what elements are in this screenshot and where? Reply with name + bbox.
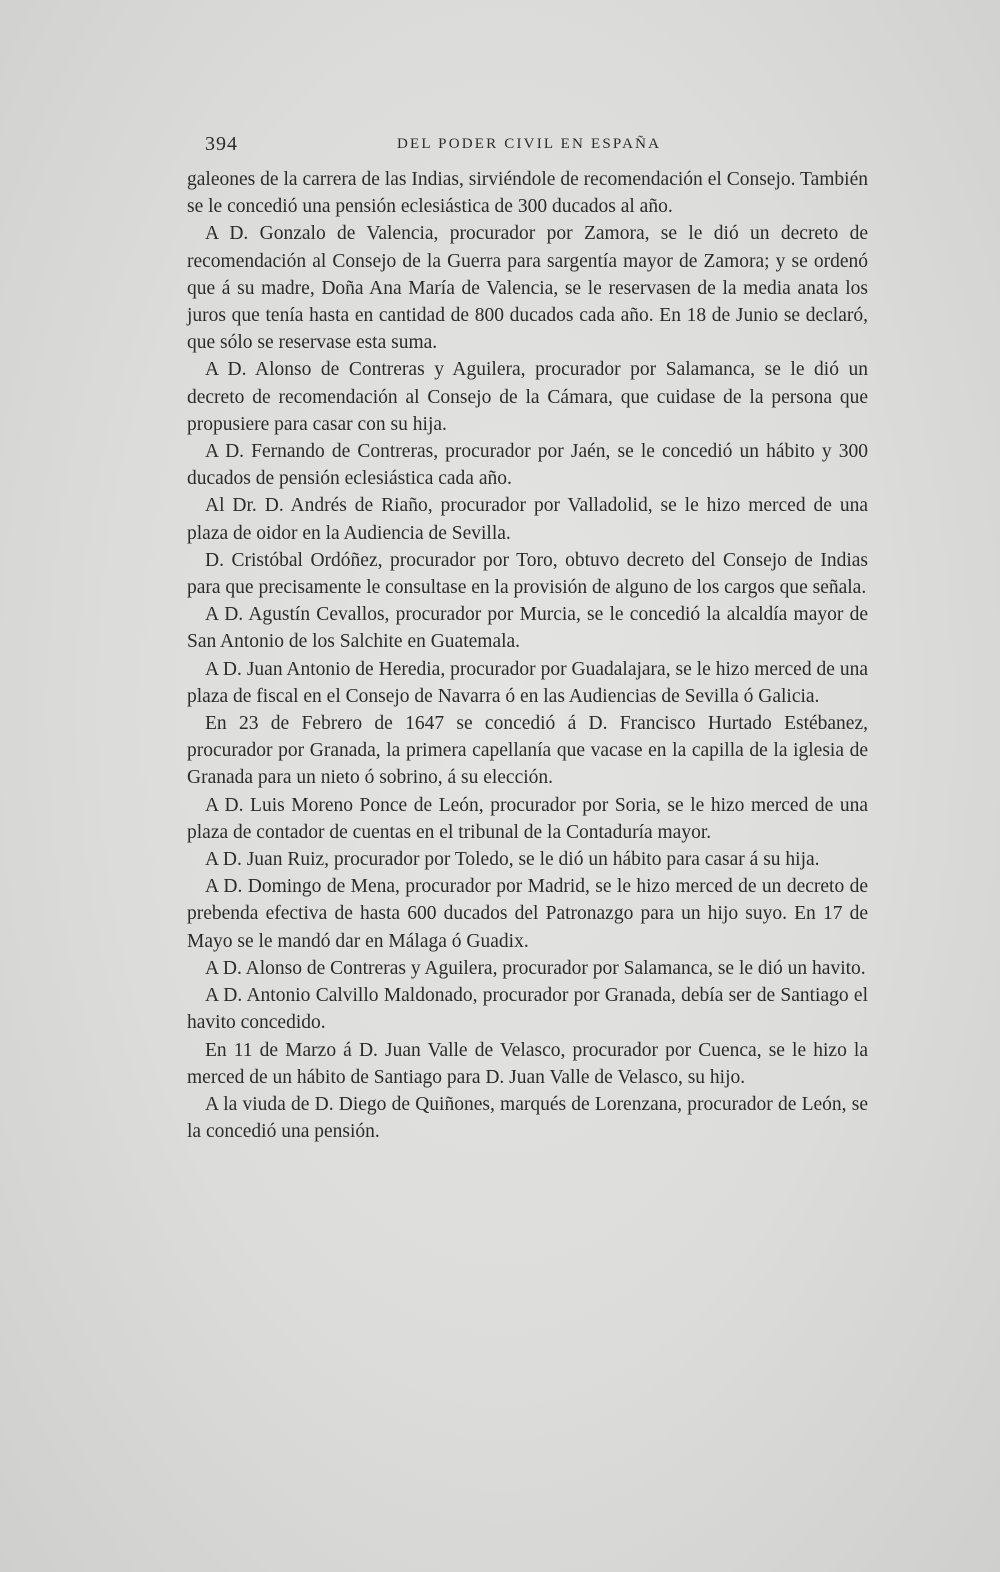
paragraph: A D. Fernando de Contreras, procurador por Jaén, se le concedió un hábito y 300 ducados de pensión eclesiástica cada año. bbox=[187, 441, 868, 490]
paragraph: A D. Alonso de Contreras y Aguilera, procurador por Salamanca, se le dió un havito. bbox=[205, 957, 866, 979]
paragraph: A D. Juan Ruiz, procurador por Toledo, se le dió un hábito para casar á su hija. bbox=[205, 849, 820, 871]
paragraph: Al Dr. D. Andrés de Riaño, procurador por Valladolid, se le hizo merced de una plaza de oidor en la Audiencia de Sevilla. bbox=[187, 495, 868, 544]
paragraph: A D. Juan Antonio de Heredia, procurador por Guadalajara, se le hizo merced de una plaza de fiscal en el Consejo de Navarra ó en las Audiencias de Sevilla ó Galicia. bbox=[187, 658, 868, 707]
paragraph: A la viuda de D. Diego de Quiñones, marqués de Lorenzana, procurador de León, se la concedió una pensión. bbox=[187, 1093, 868, 1143]
paragraph: D. Cristóbal Ordóñez, procurador por Toro, obtuvo decreto del Consejo de Indias para que precisamente le consultase en la provisión de alguno de los cargos que señala. bbox=[187, 549, 868, 599]
page-number: 394 bbox=[205, 133, 238, 155]
paragraph: A D. Gonzalo de Valencia, procurador por Zamora, se le dió un decreto de recomendación al Consejo de la Guerra para sargentía mayor de Zamora; y se ordenó que á su madre, Doña Ana María de Valencia, se le reservasen de la media anata los juros que tenía hasta en cantidad de 800 ducados cada año. En 18 de Junio se declaró, que sólo se reservase esta suma. bbox=[187, 223, 868, 354]
paragraph: A D. Domingo de Mena, procurador por Madrid, se le hizo merced de un decreto de prebenda efectiva de hasta 600 ducados del Patronazgo para un hijo suyo. En 17 de Mayo se le mandó dar en Málaga ó Guadix. bbox=[187, 876, 868, 952]
running-head bbox=[205, 133, 870, 159]
paragraph: En 11 de Marzo á D. Juan Valle de Velasco, procurador por Cuenca, se le hizo la merced de un hábito de Santiago para D. Juan Valle de Velasco, su hijo. bbox=[187, 1039, 868, 1088]
running-title: DEL PODER CIVIL EN ESPAÑA bbox=[397, 136, 662, 152]
paragraph: A D. Antonio Calvillo Maldonado, procurador por Granada, debía ser de Santiago el havito concedido. bbox=[187, 985, 868, 1034]
paragraph: En 23 de Febrero de 1647 se concedió á D. Francisco Hurtado Estébanez, procurador por Granada, la primera capellanía que vacase en la capilla de la iglesia de Granada para un nieto ó sobrino, á su elección. bbox=[187, 713, 868, 789]
paragraph: A D. Alonso de Contreras y Aguilera, procurador por Salamanca, se le dió un decreto de recomendación al Consejo de la Cámara, que cuidase de la persona que propusiere para casar con su hija. bbox=[187, 359, 868, 435]
body-text bbox=[187, 166, 868, 1145]
paragraph: A D. Luis Moreno Ponce de León, procurador por Soria, se le hizo merced de una plaza de contador de cuentas en el tribunal de la Contaduría mayor. bbox=[187, 794, 868, 843]
paragraph: galeones de la carrera de las Indias, sirviéndole de recomendación el Consejo. También se le concedió una pensión eclesiástica de 300 ducados al año. bbox=[187, 169, 868, 218]
paragraph: A D. Agustín Cevallos, procurador por Murcia, se le concedió la alcaldía mayor de San Antonio de los Salchite en Guatemala. bbox=[187, 604, 868, 653]
